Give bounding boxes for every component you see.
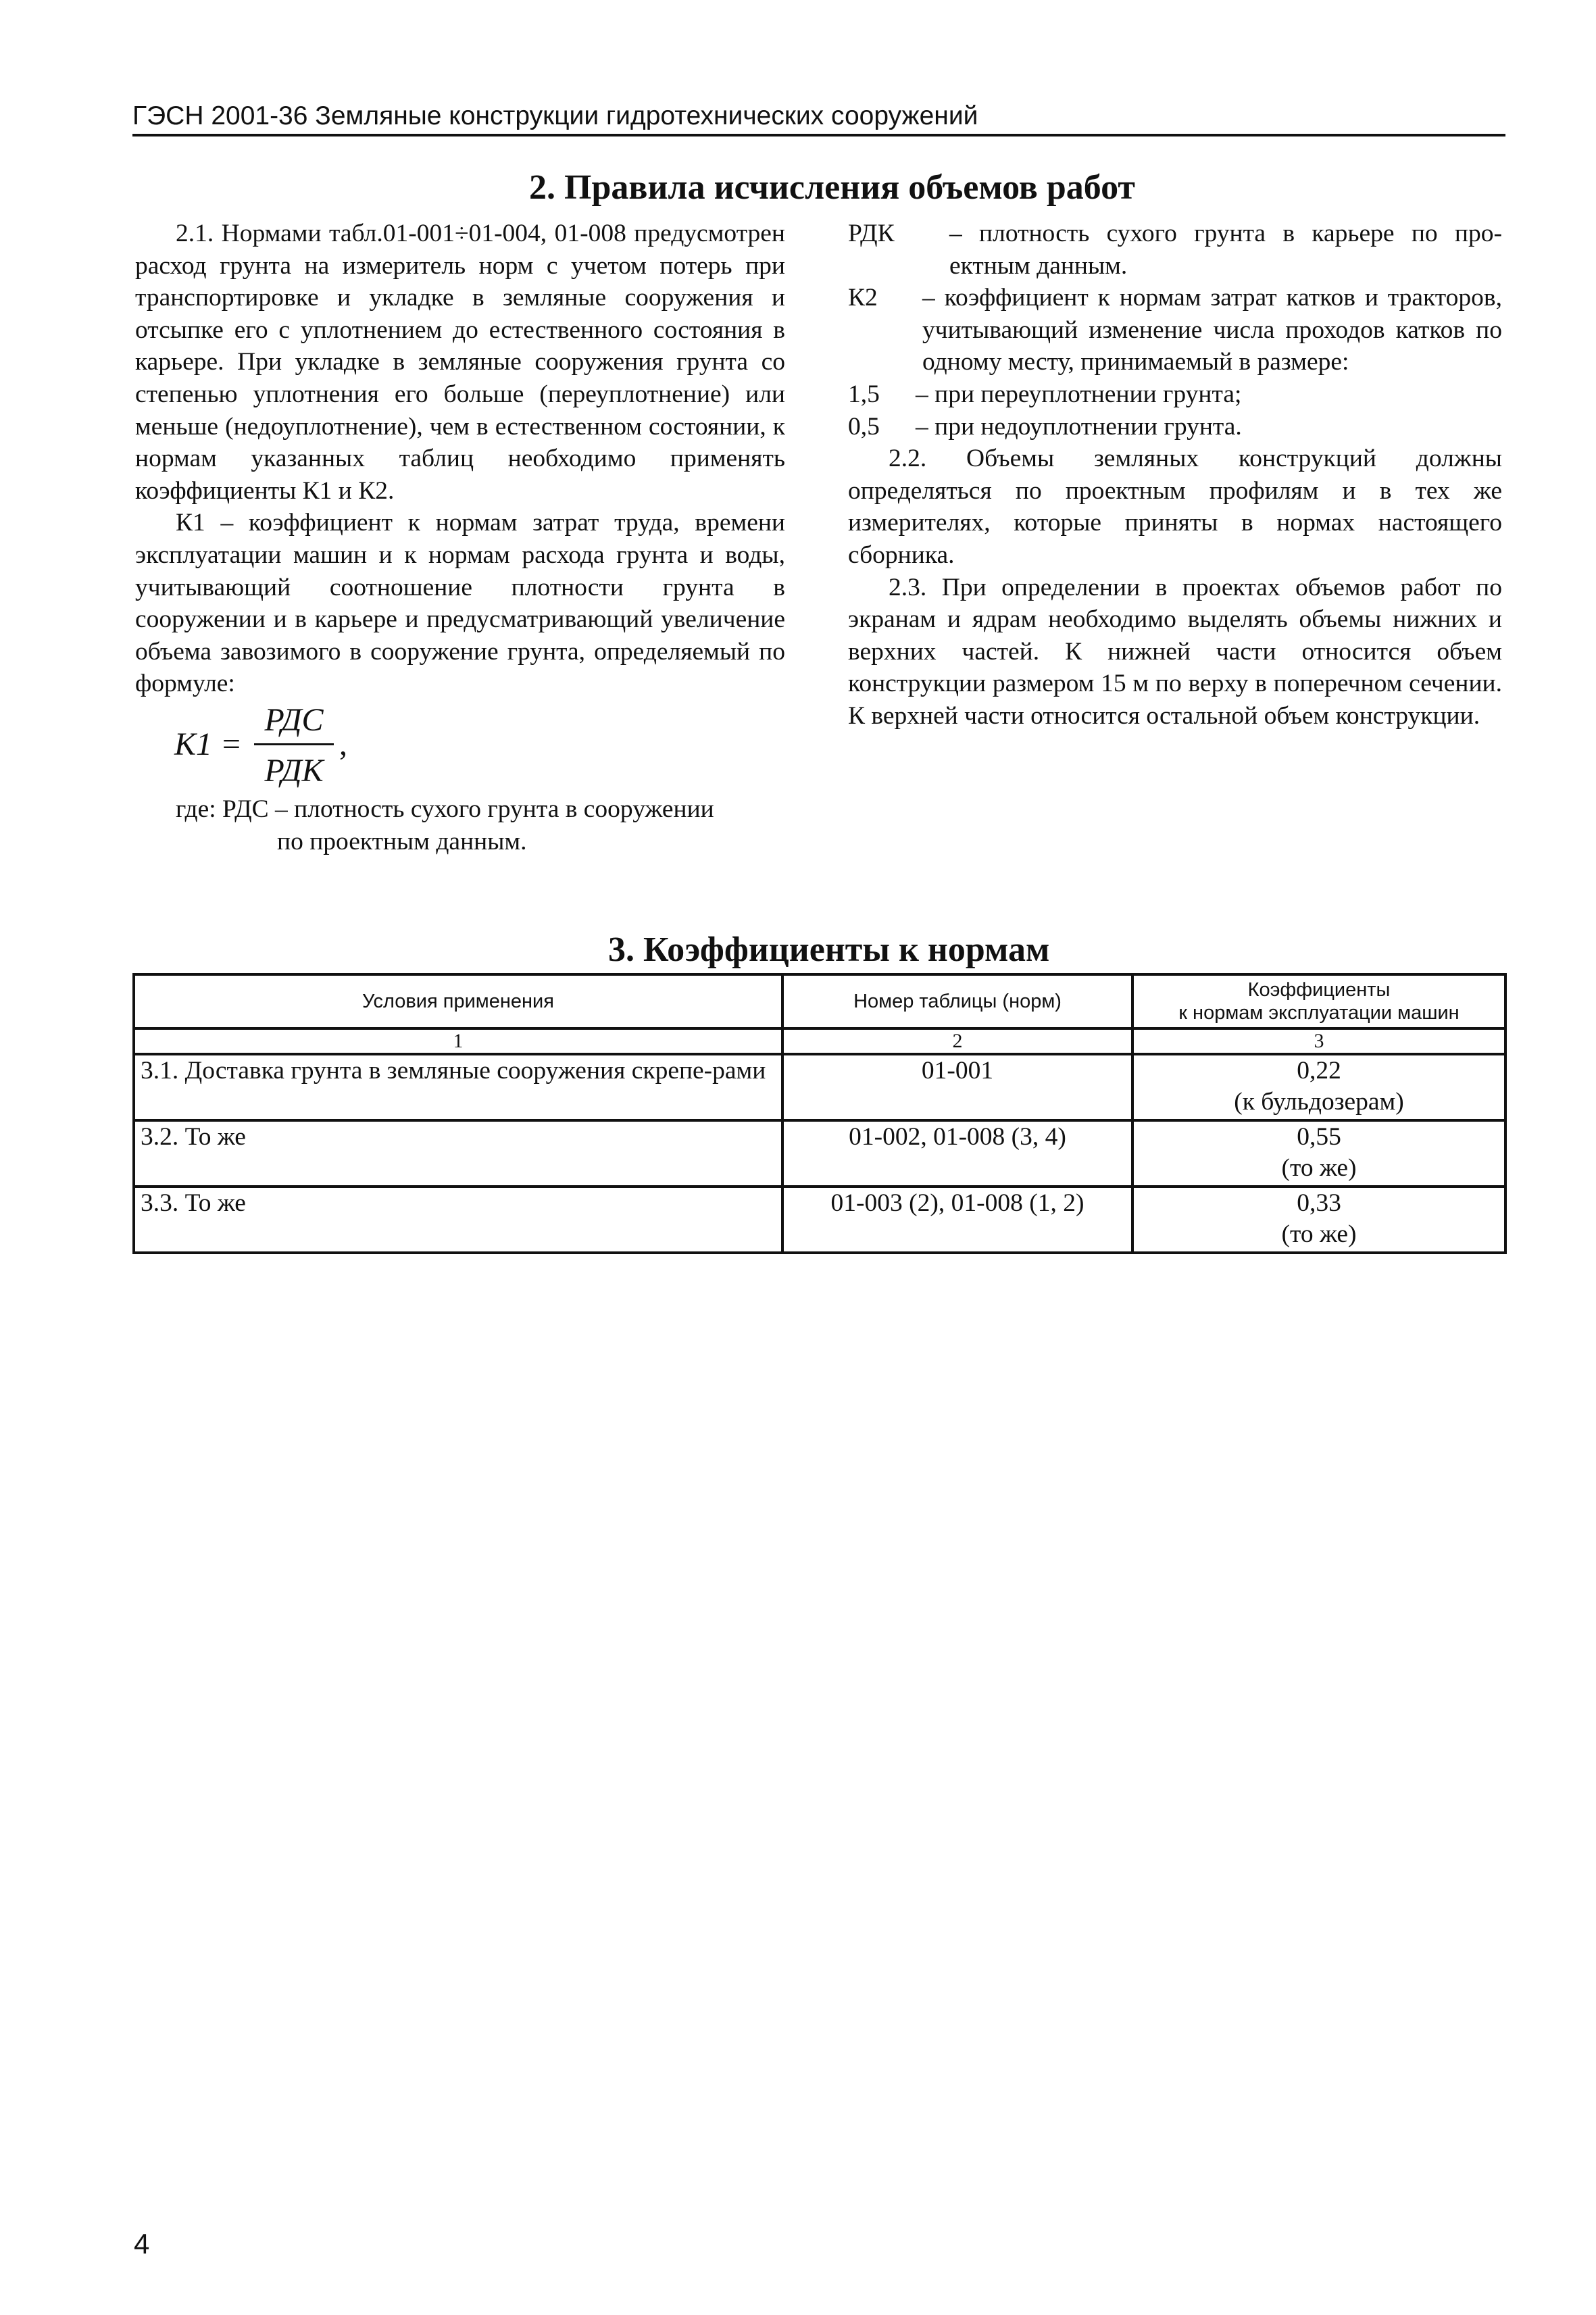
right-column <box>848 218 1502 732</box>
k2-value-undercompaction <box>848 411 1502 443</box>
where-line-2: по проектным данным. <box>277 827 527 855</box>
left-column <box>135 218 785 857</box>
coefficient-value: 0,22 <box>1297 1057 1341 1085</box>
paragraph-2-3: 2.3. При определении в проектах объемов работ по экранам и ядрам необходимо выделять объемы нижних и верхних частей. К нижней части относится объем конструкции размером 15 м по верху в поперечном сечении. К верхней части относится остальной объем конструкции. <box>848 573 1502 730</box>
table-row <box>134 1120 1505 1187</box>
fraction-bar <box>254 743 334 745</box>
table-header-row <box>134 974 1505 1028</box>
k2-term: К2 <box>848 284 878 312</box>
coefficient-note: (то же) <box>1281 1220 1357 1248</box>
row-coefficient <box>1132 1054 1505 1120</box>
k1-formula <box>174 701 785 791</box>
header-coefficients-line-2: к нормам эксплуатации машин <box>1178 1002 1460 1024</box>
k2-description: – коэффициент к нормам затрат катков и тракторов, учитывающий изменение числа проходов катков по одному месту, принимаемый в размере: <box>922 284 1502 376</box>
k2-definition <box>848 282 1502 378</box>
table-column-numbers <box>134 1028 1505 1054</box>
formula-comma: , <box>339 726 347 762</box>
header-conditions: Условия применения <box>134 974 782 1028</box>
where-clause <box>176 793 785 857</box>
value-1-5-desc: – при переуплотнении грунта; <box>916 380 1242 408</box>
rdk-definition <box>848 218 1502 250</box>
coefficient-note: (к бульдозерам) <box>1234 1088 1404 1116</box>
value-0-5-desc: – при недоуплотнении грунта. <box>916 412 1242 441</box>
rdk-description: – плотность сухого грунта в карьере по про- <box>949 220 1502 247</box>
coefficient-value: 0,55 <box>1297 1123 1341 1151</box>
coefficient-value: 0,33 <box>1297 1189 1341 1217</box>
header-coefficients-line-1: Коэффициенты <box>1247 979 1391 1001</box>
column-number: 1 <box>134 1028 782 1054</box>
value-0-5: 0,5 <box>848 412 880 441</box>
coefficients-table <box>132 973 1507 1254</box>
row-coefficient <box>1132 1120 1505 1187</box>
k2-value-overcompaction <box>848 378 1502 411</box>
paragraph-2-2: 2.2. Объемы земляных конструкций должны определяться по проектным профилям и в тех же измерителях, которые приняты в нормах настоящего сборника. <box>848 445 1502 569</box>
section-2-title: 2. Правила исчисления объемов работ <box>529 168 1135 207</box>
coefficient-note: (то же) <box>1281 1154 1357 1182</box>
paragraph-2-1: 2.1. Нормами табл.01-001÷01-004, 01-008 предусмотрен расход грунта на измеритель норм с учетом потерь при транспортировке и укладке в земляные сооружения и отсыпке его с уплотнением до естественного состояния в карьере. При укладке в земляные сооружения грунта со степенью уплотнения его больше (переуплотнение) или меньше (недоуплотнение), чем в естественном состоянии, к нормам указанных таблиц необходимо применять коэффициенты К1 и К2. <box>135 220 785 505</box>
page-number: 4 <box>134 2228 150 2260</box>
column-number: 3 <box>1132 1028 1505 1054</box>
column-number: 2 <box>782 1028 1132 1054</box>
row-coefficient <box>1132 1187 1505 1253</box>
section-3-title: 3. Коэффициенты к нормам <box>608 930 1050 969</box>
formula-denominator: РДК <box>264 752 324 789</box>
row-table-number: 01-002, 01-008 (3, 4) <box>782 1120 1132 1187</box>
formula-lhs: К1 = <box>174 726 243 762</box>
rdk-continuation: ектным данным. <box>949 251 1128 280</box>
header-rule <box>132 134 1505 136</box>
rdk-term: РДК <box>848 220 895 247</box>
header-table-number: Номер таблицы (норм) <box>782 974 1132 1028</box>
row-condition: 3.3. То же <box>134 1187 782 1253</box>
formula-numerator: РДС <box>264 701 324 738</box>
value-1-5: 1,5 <box>848 380 880 408</box>
row-condition: 3.1. Доставка грунта в земляные сооружения скрепе-рами <box>134 1054 782 1120</box>
running-header: ГЭСН 2001-36 Земляные конструкции гидротехнических сооружений <box>132 101 978 130</box>
table-row <box>134 1054 1505 1120</box>
header-coefficients <box>1132 974 1505 1028</box>
formula-fraction <box>254 701 334 790</box>
row-table-number: 01-001 <box>782 1054 1132 1120</box>
row-condition: 3.2. То же <box>134 1120 782 1187</box>
table-row <box>134 1187 1505 1253</box>
where-line-1: где: РДС – плотность сухого грунта в сооружении <box>176 795 714 823</box>
paragraph-k1: К1 – коэффициент к нормам затрат труда, времени эксплуатации машин и к нормам расхода грунта и воды, учитывающий соотношение плотности грунта в сооружении и в карьере и предусматривающий увеличение объема завозимого в сооружение грунта, определяемый по формуле: <box>135 509 785 698</box>
row-table-number: 01-003 (2), 01-008 (1, 2) <box>782 1187 1132 1253</box>
